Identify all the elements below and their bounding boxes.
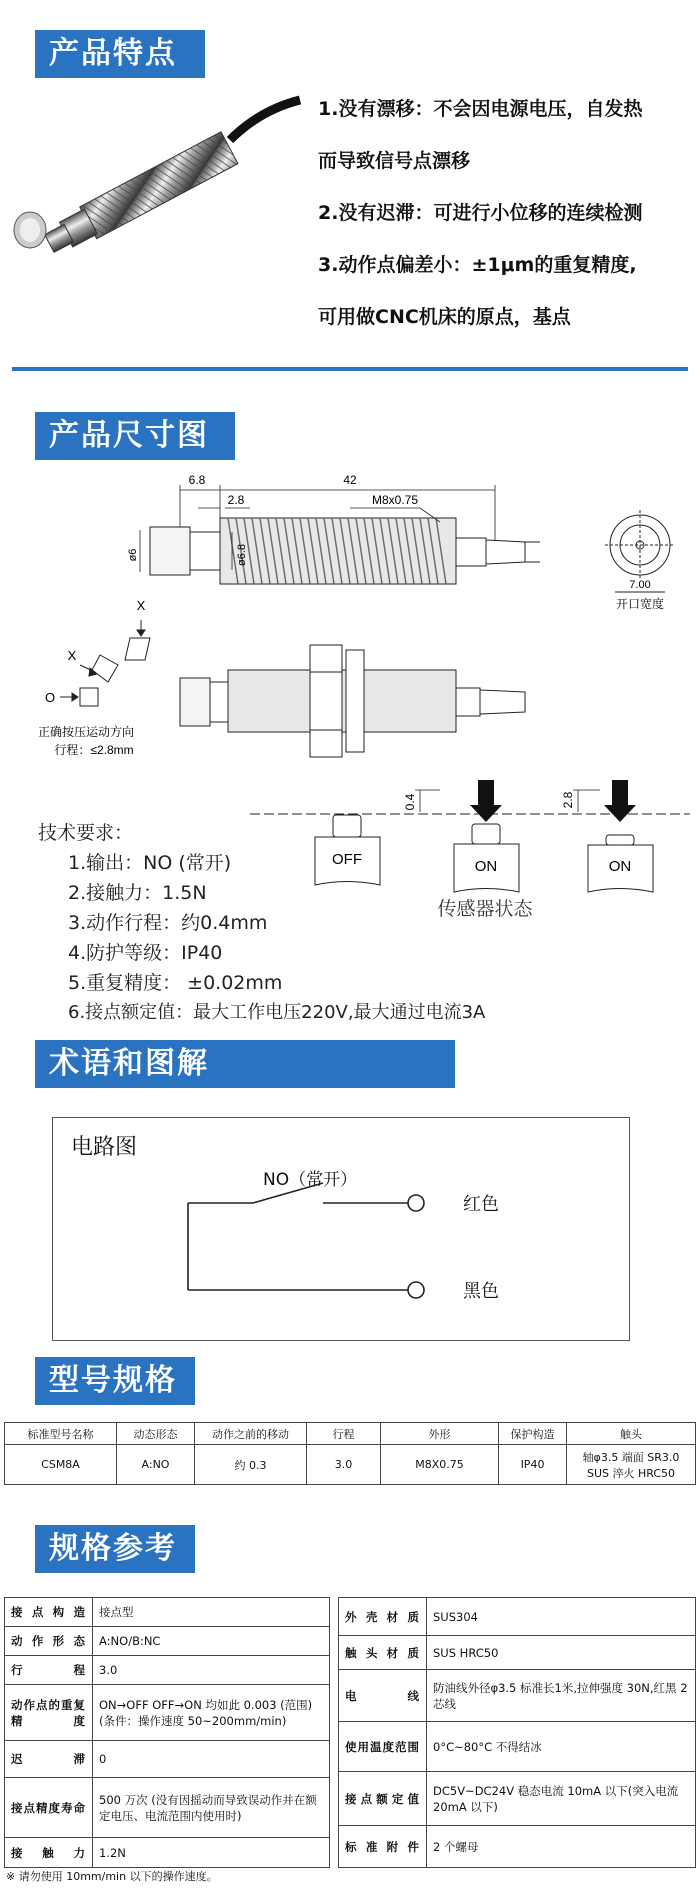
model-header: 行程 <box>307 1423 381 1445</box>
model-cell: M8X0.75 <box>381 1445 499 1485</box>
spec-label: 触头材质 <box>339 1636 427 1670</box>
spec-table-right <box>338 1597 696 1868</box>
tech-line-1: 1.输出：NO (常开) <box>68 852 232 874</box>
term-title: 术语和图解 TERM&Graph <box>35 1040 455 1088</box>
model-cell: CSM8A <box>5 1445 117 1485</box>
circuit-title: 电路图 <box>71 1135 138 1160</box>
dimensions-title: 产品尺寸图 <box>35 412 235 460</box>
model-cell: 3.0 <box>307 1445 381 1485</box>
spec-label: 标准附件 <box>339 1826 427 1868</box>
dia-6: ø6 <box>127 548 139 562</box>
tech-line-2: 2.接触力：1.5N <box>68 882 207 904</box>
spec-label: 接点构造 <box>5 1598 93 1627</box>
feature-line-2: 而导致信号点漂移 <box>318 150 471 172</box>
section-divider <box>12 367 688 371</box>
spec-label: 接点额定值 <box>339 1772 427 1826</box>
spec-label: 动作形态 <box>5 1627 93 1656</box>
tech-line-6: 6.接点额定值：最大工作电压220V,最大通过电流3A <box>68 1002 486 1023</box>
wire-black: 黑色 <box>463 1281 499 1302</box>
circuit-diagram <box>53 1118 631 1342</box>
opening-width: 开口宽度 <box>615 597 665 611</box>
feature-line-3: 2.没有迟滞：可进行小位移的连续检测 <box>318 202 643 224</box>
spec-value: SUS304 <box>427 1598 696 1636</box>
spec-value: 接点型 <box>93 1598 330 1627</box>
wire-red: 红色 <box>463 1194 499 1215</box>
sensor-state-label: 传感器状态 <box>437 899 533 920</box>
width-7: 7.00 <box>629 579 651 591</box>
spec-value: ON→OFF OFF→ON 均如此 0.003 (范围) (条件：操作速度 50~200mm/min) <box>93 1685 330 1741</box>
spec-value: 0 <box>93 1741 330 1778</box>
dim-2-8b: 2.8 <box>561 791 575 809</box>
spec-value: SUS HRC50 <box>427 1636 696 1670</box>
spec-value: A:NO/B:NC <box>93 1627 330 1656</box>
model-header: 动态形态 <box>117 1423 195 1445</box>
dim-0-4: 0.4 <box>403 793 417 811</box>
spec-value: 0°C~80°C 不得结冰 <box>427 1722 696 1772</box>
features-title: 产品特点 <box>35 30 205 78</box>
spec-value: 2 个螺母 <box>427 1826 696 1868</box>
stroke-label: 行程：≤2.8mm <box>54 743 134 757</box>
model-header: 动作之前的移动 <box>195 1423 307 1445</box>
state-on-1: ON <box>474 858 498 875</box>
thread-label: M8x0.75 <box>371 493 419 507</box>
spec-value: 500 万次 (没有因摇动而导致误动作并在额定电压、电流范围内使用时) <box>93 1778 330 1838</box>
x-label-left: X <box>67 648 77 663</box>
spec-label: 接触力 <box>5 1838 93 1868</box>
model-cell: IP40 <box>499 1445 567 1485</box>
model-cell: A:NO <box>117 1445 195 1485</box>
press-direction: 正确按压运动方向 <box>37 725 135 739</box>
x-label-top: X <box>136 598 146 613</box>
contact-line-2: SUS 淬火 HRC50 <box>586 1466 676 1480</box>
dia-6-8: ø6.8 <box>236 543 248 567</box>
tech-line-4: 4.防护等级：IP40 <box>68 942 223 964</box>
dim-6-8: 6.8 <box>188 473 206 487</box>
state-on-2: ON <box>608 858 632 875</box>
dim-2-8: 2.8 <box>227 493 245 507</box>
spec-value: DC5V~DC24V 稳态电流 10mA 以下(突入电流 20mA 以下) <box>427 1772 696 1826</box>
model-header: 标准型号名称 <box>5 1423 117 1445</box>
sensor-photo <box>0 80 310 280</box>
spec-value: 3.0 <box>93 1656 330 1685</box>
spec-title: 规格参考 <box>35 1525 195 1573</box>
model-row <box>5 1445 696 1485</box>
tech-line-5: 5.重复精度： ±0.02mm <box>68 972 283 994</box>
spec-value: 1.2N <box>93 1838 330 1868</box>
feature-line-4: 3.动作点偏差小：±1μm的重复精度, <box>318 254 637 276</box>
feature-line-1: 1.没有漂移：不会因电源电压，自发热 <box>318 98 643 120</box>
model-contact-cell <box>567 1445 696 1485</box>
state-off: OFF <box>332 851 362 868</box>
model-title: 型号规格 <box>35 1357 195 1405</box>
spec-label: 行程 <box>5 1656 93 1685</box>
spec-label: 迟滞 <box>5 1741 93 1778</box>
model-cell: 约 0.3 <box>195 1445 307 1485</box>
model-header: 触头 <box>567 1423 696 1445</box>
model-header: 保护构造 <box>499 1423 567 1445</box>
switch-label: NO（常开） <box>263 1170 358 1190</box>
contact-line-1: 轴φ3.5 端面 SR3.0 <box>582 1450 680 1464</box>
feature-line-5: 可用做CNC机床的原点，基点 <box>318 306 571 328</box>
footnote: ※ 请勿使用 10mm/min 以下的操作速度。 <box>6 1870 218 1883</box>
spec-label: 使用温度范围 <box>339 1722 427 1772</box>
dim-42: 42 <box>343 473 357 487</box>
model-table <box>4 1422 696 1485</box>
spec-label: 接点精度寿命 <box>5 1778 93 1838</box>
spec-label: 电线 <box>339 1670 427 1722</box>
spec-value: 防油线外径φ3.5 标准长1米,拉伸强度 30N,红黑 2 芯线 <box>427 1670 696 1722</box>
spec-label: 外壳材质 <box>339 1598 427 1636</box>
model-header-row <box>5 1423 696 1445</box>
tech-title: 技术要求： <box>38 822 134 844</box>
tech-line-3: 3.动作行程：约0.4mm <box>68 912 268 934</box>
spec-label: 动作点的重复精度 <box>5 1685 93 1741</box>
circuit-box <box>52 1117 630 1341</box>
o-label: O <box>44 690 56 705</box>
model-header: 外形 <box>381 1423 499 1445</box>
spec-table-left <box>4 1597 330 1868</box>
